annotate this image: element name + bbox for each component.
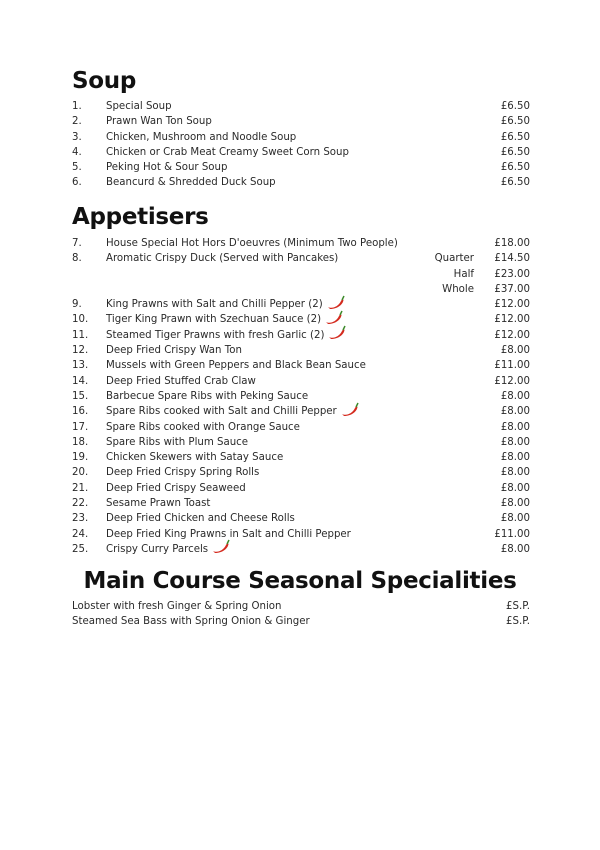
section-title-appetisers: Appetisers: [72, 204, 209, 230]
menu-item: 23. Deep Fried Chicken and Cheese Rolls £8.00: [72, 513, 530, 525]
portion-row: Whole £37.00: [72, 282, 530, 297]
menu-item: Lobster with fresh Ginger & Spring Onion £S.P.: [72, 601, 530, 612]
menu-item: 21. Deep Fried Crispy Seaweed £8.00: [72, 482, 530, 494]
menu-item: 14. Deep Fried Stuffed Crab Claw £12.00: [72, 375, 530, 387]
menu-item: 20. Deep Fried Crispy Spring Rolls £8.00: [72, 467, 530, 479]
chilli-icon: [326, 295, 346, 310]
menu-item: 6. Beancurd & Shredded Duck Soup £6.50: [72, 177, 530, 189]
menu-item: 13. Mussels with Green Peppers and Black Bean Sauce £11.00: [72, 360, 530, 372]
section-title-main-course: Main Course Seasonal Specialities: [83, 568, 517, 594]
menu-item: 11. Steamed Tiger Prawns with fresh Garlic (2) £12.00: [72, 328, 530, 343]
menu-item: 3. Chicken, Mushroom and Noodle Soup £6.50: [72, 131, 530, 143]
appetisers-list: [72, 236, 530, 573]
menu-item: 10. Tiger King Prawn with Szechuan Sauce (2) £12.00: [72, 312, 530, 327]
main-course-list: [72, 599, 530, 630]
menu-item: 16. Spare Ribs cooked with Salt and Chilli Pepper £8.00: [72, 404, 530, 419]
menu-item: 12. Deep Fried Crispy Wan Ton £8.00: [72, 345, 530, 357]
menu-item: 8. Aromatic Crispy Duck (Served with Pancakes) Quarter £14.50: [72, 251, 530, 266]
portion-label: Half: [453, 268, 474, 280]
soup-list: [72, 99, 530, 191]
menu-item: 2. Prawn Wan Ton Soup £6.50: [72, 116, 530, 128]
menu-item: 4. Chicken or Crab Meat Creamy Sweet Corn Soup £6.50: [72, 146, 530, 158]
menu-item: 1. Special Soup £6.50: [72, 101, 530, 112]
portion-row: Half £23.00: [72, 267, 530, 282]
chilli-icon: [211, 539, 231, 554]
section-title-soup: Soup: [72, 68, 137, 94]
menu-item: 22. Sesame Prawn Toast £8.00: [72, 498, 530, 510]
menu-item: 9. King Prawns with Salt and Chilli Pepper (2) £12.00: [72, 297, 530, 312]
chilli-icon: [327, 325, 347, 340]
menu-item: 24. Deep Fried King Prawns in Salt and Chilli Pepper £11.00: [72, 528, 530, 540]
menu-item: 15. Barbecue Spare Ribs with Peking Sauce £8.00: [72, 390, 530, 402]
chilli-icon: [340, 402, 360, 417]
menu-item: 7. House Special Hot Hors D'oeuvres (Minimum Two People) £18.00: [72, 238, 530, 249]
menu-item: 18. Spare Ribs with Plum Sauce £8.00: [72, 436, 530, 448]
portion-label: Whole: [442, 283, 474, 295]
portion-label: Quarter: [434, 253, 474, 265]
menu-item: 19. Chicken Skewers with Satay Sauce £8.00: [72, 452, 530, 464]
menu-item: 17. Spare Ribs cooked with Orange Sauce £8.00: [72, 421, 530, 433]
chilli-icon: [324, 310, 344, 325]
menu-item: Steamed Sea Bass with Spring Onion & Ginger £S.P.: [72, 616, 530, 628]
menu-item: 5. Peking Hot & Sour Soup £6.50: [72, 162, 530, 174]
menu-item: 25. Crispy Curry Parcels £8.00: [72, 542, 530, 557]
